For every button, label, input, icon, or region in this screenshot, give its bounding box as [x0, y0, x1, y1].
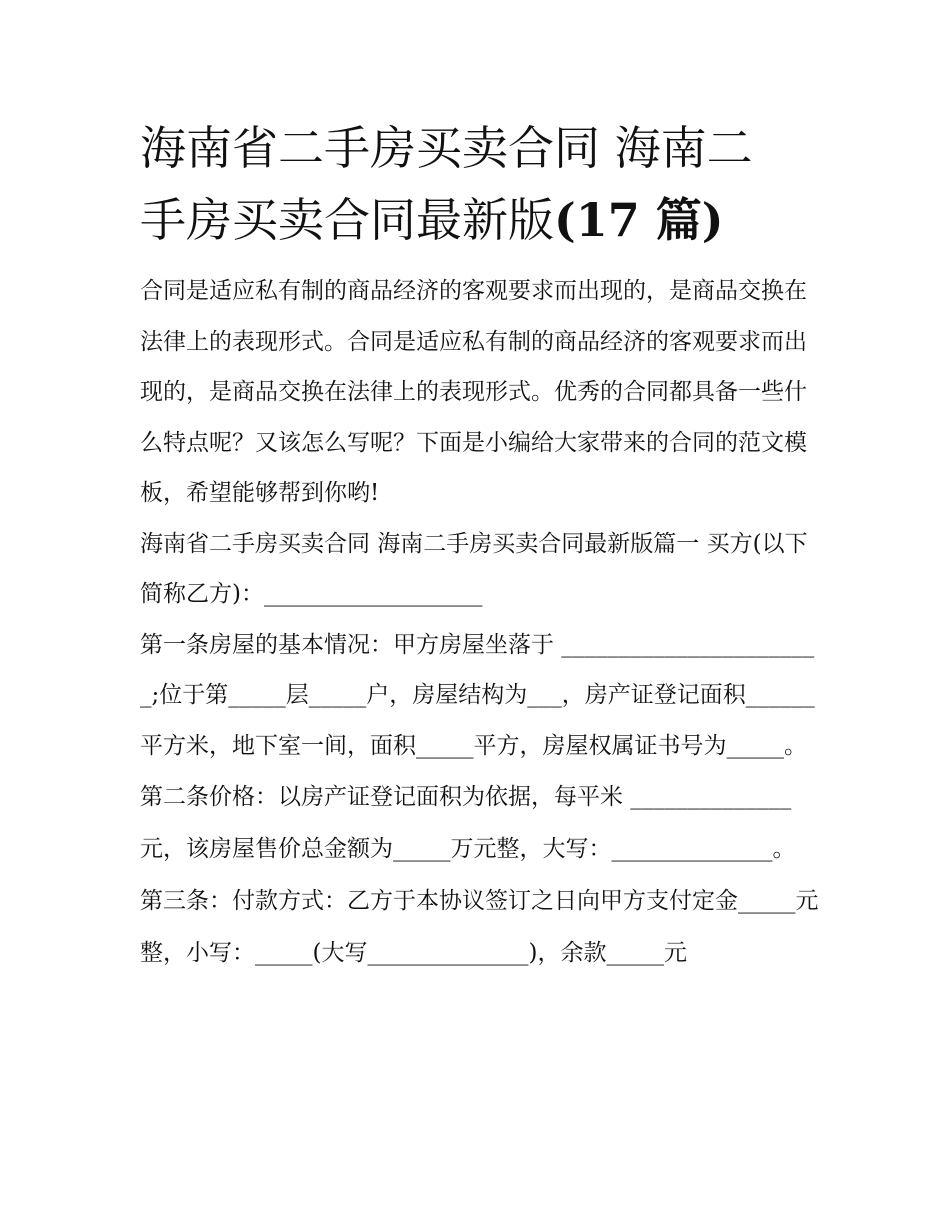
document-page — [140, 112, 820, 979]
title-count: (17 篇) — [554, 193, 724, 247]
intro-paragraph: 合同是适应私有制的商品经济的客观要求而出现的，是商品交换在法律上的表现形式。合同是适应私有制的商品经济的客观要求而出现的，是商品交换在法律上的表现形式。优秀的合同都具备一些什么特点呢？又该怎么写呢？下面是小编给大家带来的合同的范文模板，希望能够帮到你哟! — [140, 278, 807, 506]
buyer-paragraph: 海南省二手房买卖合同 海南二手房买卖合同最新版篇一 买方(以下简称乙方)：___________________ — [140, 530, 808, 607]
article-2-paragraph: 第二条价格：以房产证登记面积为依据，每平米 ______________元，该房屋售价总金额为_____万元整，大写：______________。 — [140, 784, 796, 862]
article-3-paragraph: 第三条：付款方式：乙方于本协议签订之日向甲方支付定金_____元整，小写：_____(大写______________)，余款_____元 — [140, 888, 819, 966]
article-1-paragraph: 第一条房屋的基本情况：甲方房屋坐落于 _______________________;位于第_____层_____户，房屋结构为___，房产证登记面积______平方米，地下室一间，面积_____平方，房屋权属证书号为_____。 — [140, 631, 815, 759]
document-body — [140, 266, 820, 979]
document-title — [140, 112, 820, 256]
title-line-1: 海南省二手房买卖合同 海南二 — [140, 121, 753, 175]
title-line-2: 手房买卖合同最新版 — [140, 193, 554, 247]
